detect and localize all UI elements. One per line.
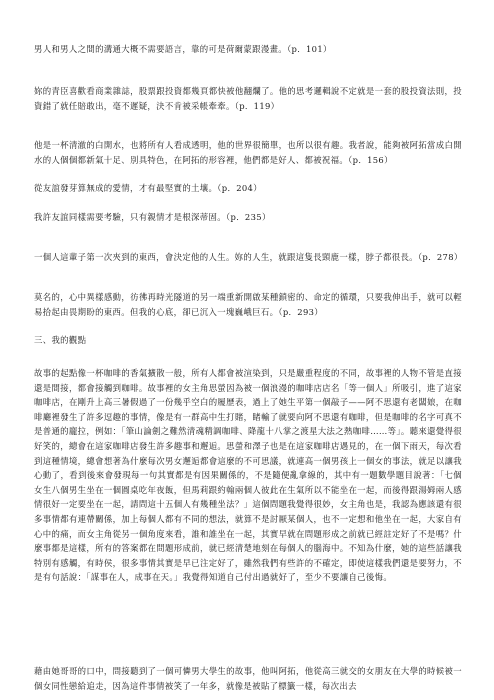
quote-paragraph-3: 他是一杯清澈的白開水，也將所有人看成透明，他的世界很簡單，也所以很有趣。我者說，能夠被阿拓當成白開水的人個個都新氣十足、別具特色，在阿拓的形容裡，他們都是好人、都被祝福。（p．156） — [34, 140, 462, 165]
quote-paragraph-2: 妳的青臣喜歡看商業雜誌，股票跟投資都幾頁都快被他翻爛了。他的思考邏輯說不定就是一套的股投資法則，投資錯了就任賠敢出，毫不遲疑，決不肯被采帳牽牽。（p．119） — [34, 86, 462, 111]
quote-paragraph-5: 我許友誼同樣需要考驗，只有親情才是根深蒂固。（p．235） — [34, 212, 271, 222]
final-paragraph: 藉由她哥哥的口中，問接聽到了一個可憐男大學生的故事，他叫阿拓，他從高三就交的女朋友在大學的時候被一個女同性戀給追走，因為這件事情被笑了一年多，就像是被貼了標籤一樣，每次出去 — [34, 666, 462, 691]
quote-paragraph-6: 一個人這輩子第一次夾到的東西，會決定他的人生。妳的人生，就跟這隻長頸鹿一樣，脖子都很長。（p．278） — [34, 252, 463, 262]
quote-paragraph-7: 莫名的，心中異樣感動，彷彿再時光隧道的另一端重新開啟某種鎖密的、命定的循環，只要我伸出手，就可以輕易拾起由畏期盼的東西。但我的心底，卻已沉入一塊巍峨巨石。（p．293） — [34, 292, 462, 317]
quote-paragraph-1: 男人和男人之間的溝通大概不需要語言，靠的可是荷爾蒙跟漫畫。（p．101） — [34, 44, 332, 54]
quote-paragraph-4: 從友誼發芽算無成的愛情，才有最堅實的土壤。（p．204） — [34, 183, 262, 193]
section-heading: 三、我的觀點 — [34, 335, 87, 345]
body-paragraph: 故事的起點像一杯咖啡的香氣擴散一般，所有人都會被渲染到，只是嚴重程度的不同，故事裡的人物不管是直接還是間接，都會接觸到咖啡。故事裡的女主角思螢因為被一個浪漫的咖啡店店名「等一個人」所吸引，進了這家咖啡店，在剛升上高三暑假過了一份幾乎空白的履歷表，過上了她生平第一個敲子——阿不思還有老闆娘，在咖啡廳裡發生了許多逗趣的事情，像是有一群高中生打賭，睹輸了就要向阿不思還有咖啡，但是咖啡的名字可真不是普通的龐拉，例如：「筆山論劍之難然清魂精調咖啡、降龍十八掌之渡星大法之熱咖啡……等」。聽來還覺得很好笑的，總會在這家咖啡店發生許多趣事和邂逅。思螢和澤子也是在這家咖啡店遇見的，在一個下雨天，每次看到這種情境，總會想著為什麼每次男女邂逅都會這麼的不可思議，就連高一個男孩上一個女的事法，就足以讓我心動了，看到後來會發現每一句其實都是有因果關係的，不是隨便亂拿線的，其中有一題數學題目說著：「七個女生八個男生坐在一個圓桌吃年夜飯，但馬莉跟約翰兩個人彼此在生氣所以不能坐在一起，而後得跟湯姆兩人感情很好一定要坐在一起，請問這十五個人有幾種坐法？」這個問題我覺得很妙，女主角也是，我認為應該還有很多事情都有連帶關係，加上每個人都有不同的想法，就算不是討厭某個人，也不一定想和他坐在一起，大家自有心中的痛，而女主角從另一個角度來看，誰和誰坐在一起，其實早就在問題形成之前就已經註定好了不是嗎？什麼事都是這樣，所有的答案都在問題形成前，就已經清楚地刻在每個人的腦海中。不知為什麼，她的這些話讓我特別有感觸，有時侯，很多事情其實是早已注定好了，雖然我們有些許的不確定，即使這樣我們還是要努力，不是有句話說：「謀事在人，成事在天。」我覺得知道自己付出過就好了，至少不要讓自己後悔。 — [34, 368, 462, 583]
